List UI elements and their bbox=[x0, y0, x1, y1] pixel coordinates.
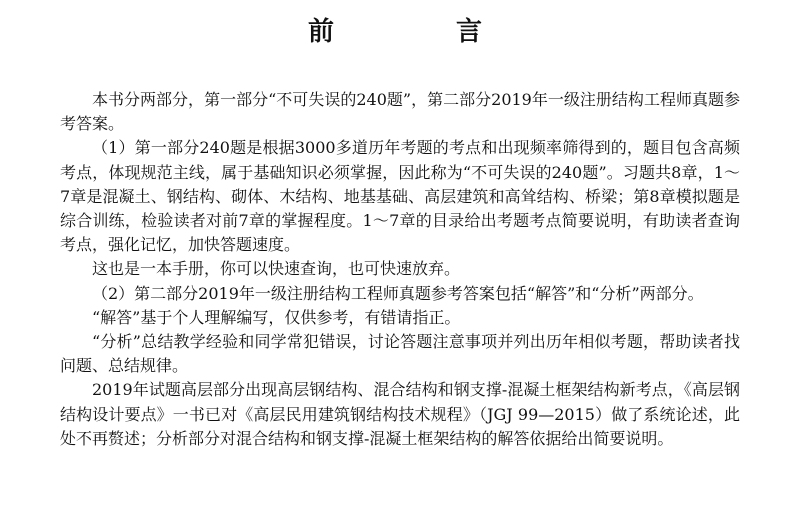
paragraph-part-two: （2）第二部分2019年一级注册结构工程师真题参考答案包括“解答”和“分析”两部分。 bbox=[92, 283, 704, 303]
preface-body bbox=[60, 88, 740, 451]
paragraph-part-one: （1）第一部分240题是根据3000多道历年考题的考点和出现频率筛得到的，题目包含高频考点，体现规范主线，属于基础知识必须掌握，因此称为“不可失误的240题”。习题共8章，1～7章是混凝土、钢结构、砌体、木结构、地基基础、高层建筑和高耸结构、桥梁；第8章模拟题是综合训练，检验读者对前7章的掌握程度。1～7章的目录给出考题考点简要说明，有助读者查询考点，强化记忆，加快答题速度。 bbox=[60, 138, 740, 255]
paragraph-analysis: “分析”总结教学经验和同学常犯错误，讨论答题注意事项并列出历年相似考题，帮助读者找问题、总结规律。 bbox=[60, 332, 740, 376]
paragraph-2019-notes: 2019年试题高层部分出现高层钢结构、混合结构和钢支撑-混凝土框架结构新考点，《高层钢结构设计要点》一书已对《高层民用建筑钢结构技术规程》（JGJ 99—2015）做了系统论述，此处不再赘述；分析部分对混合结构和钢支撑-混凝土框架结构的解答依据给出简要说明。 bbox=[60, 380, 740, 448]
paragraph-handbook: 这也是一本手册，你可以快速查询，也可快速放弃。 bbox=[92, 259, 461, 279]
paragraph-intro: 本书分两部分，第一部分“不可失误的240题”，第二部分2019年一级注册结构工程师真题参考答案。 bbox=[60, 90, 740, 134]
paragraph-answers: “解答”基于个人理解编写，仅供参考，有错请指正。 bbox=[92, 307, 461, 327]
page-title: 前 言 bbox=[307, 17, 530, 47]
